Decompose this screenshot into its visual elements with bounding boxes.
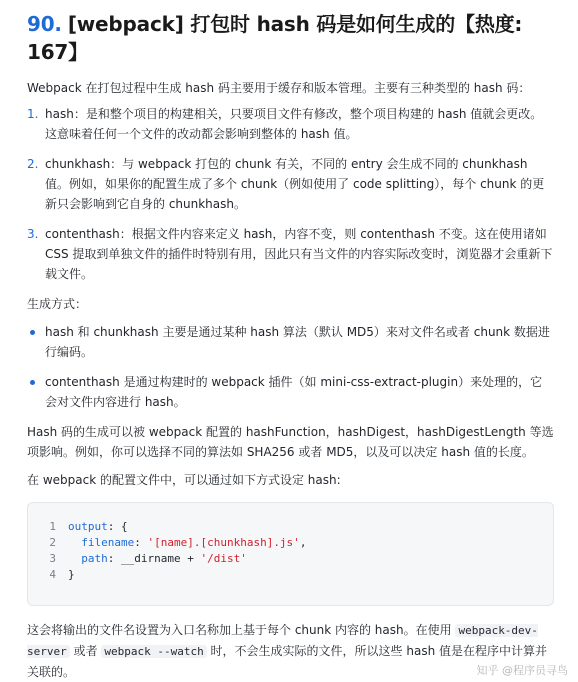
list-item-text: contenthash 是通过构建时的 webpack 插件（如 mini-css-extract-plugin）来处理的，它会对文件内容进行 hash。 [45, 375, 543, 409]
list-item [27, 224, 554, 284]
line-number: 3 [49, 552, 56, 565]
code-string: '[name].[chunkhash].js' [147, 536, 300, 549]
list-item [27, 104, 554, 144]
code-punct: : [134, 536, 148, 549]
config-intro: 在 webpack 的配置文件中，可以通过如下方式设定 hash: [27, 473, 341, 487]
footer-paragraph [27, 620, 554, 682]
code-punct: , [299, 536, 307, 549]
code-key: output [68, 520, 108, 533]
question-number: 90. [27, 12, 62, 36]
code-line [42, 551, 539, 567]
watermark: 知乎 @程序员寻鸟 [476, 664, 568, 677]
list-item [27, 322, 554, 362]
list-item-text: hash：是和整个项目的构建相关，只要项目文件有修改，整个项目构建的 hash 值就会更改。这意味着任何一个文件的改动都会影响到整体的 hash 值。 [45, 107, 543, 141]
line-number: 4 [49, 568, 56, 581]
inline-code: webpack-dev-server [27, 624, 538, 658]
list-item [27, 372, 554, 412]
list-item-text: chunkhash：与 webpack 打包的 chunk 有关，不同的 entry 会生成不同的 chunkhash 值。例如，如果你的配置生成了多个 chunk（例如使用了 code splitting），每个 chunk 的更新只会影响到它自身的 chunkhash。 [45, 157, 545, 211]
hash-types-list [27, 104, 554, 284]
code-line [42, 519, 539, 535]
code-line [42, 567, 539, 583]
question-title: [webpack] 打包时 hash 码是如何生成的【热度: 167】 [27, 12, 523, 64]
code-string: '/dist' [200, 552, 247, 565]
bullet-icon [30, 380, 35, 385]
line-number: 2 [49, 536, 56, 549]
code-key: path [81, 552, 108, 565]
footer-text: 时，不会生成实际的文件，所以这些 hash 值是在程序中计算并关联的。 [27, 644, 547, 679]
intro-paragraph: Webpack 在打包过程中生成 hash 码主要用于缓存和版本管理。主要有三种类型的 hash 码： [27, 81, 531, 95]
code-block[interactable] [27, 502, 554, 606]
code-key: filename [81, 536, 135, 549]
list-item-text: contenthash：根据文件内容来定义 hash，内容不变，则 contenthash 不变。这在使用诸如 CSS 提取到单独文件的插件时特别有用，因此只有当文件的内容实际改变时，浏览器才会重新下载文件。 [45, 227, 553, 281]
footer-text: 或者 [69, 644, 102, 658]
code-expr: __dirname + [121, 552, 201, 565]
code-punct: : { [107, 520, 128, 533]
generation-list [27, 322, 554, 412]
list-marker: 2. [27, 157, 39, 171]
line-number: 1 [49, 520, 56, 533]
page-title [27, 10, 554, 66]
list-item [27, 154, 554, 214]
list-marker: 3. [27, 227, 39, 241]
code-punct: : [107, 552, 121, 565]
bullet-icon [30, 330, 35, 335]
code-line [42, 535, 539, 551]
generation-label: 生成方式： [27, 297, 88, 311]
footer-text: 这会将输出的文件名设置为入口名称加上基于每个 chunk 内容的 hash。在使用 [27, 623, 456, 637]
list-item-text: hash 和 chunkhash 主要是通过某种 hash 算法（默认 MD5）来对文件名或者 chunk 数据进行编码。 [45, 325, 550, 359]
code-punct: } [68, 568, 75, 581]
inline-code: webpack --watch [101, 645, 206, 658]
list-marker: 1. [27, 107, 39, 121]
config-paragraph: Hash 码的生成可以被 webpack 配置的 hashFunction，hashDigest，hashDigestLength 等选项影响。例如，你可以选择不同的算法如 SHA256 或者 MD5，以及可以决定 hash 值的长度。 [27, 425, 554, 459]
